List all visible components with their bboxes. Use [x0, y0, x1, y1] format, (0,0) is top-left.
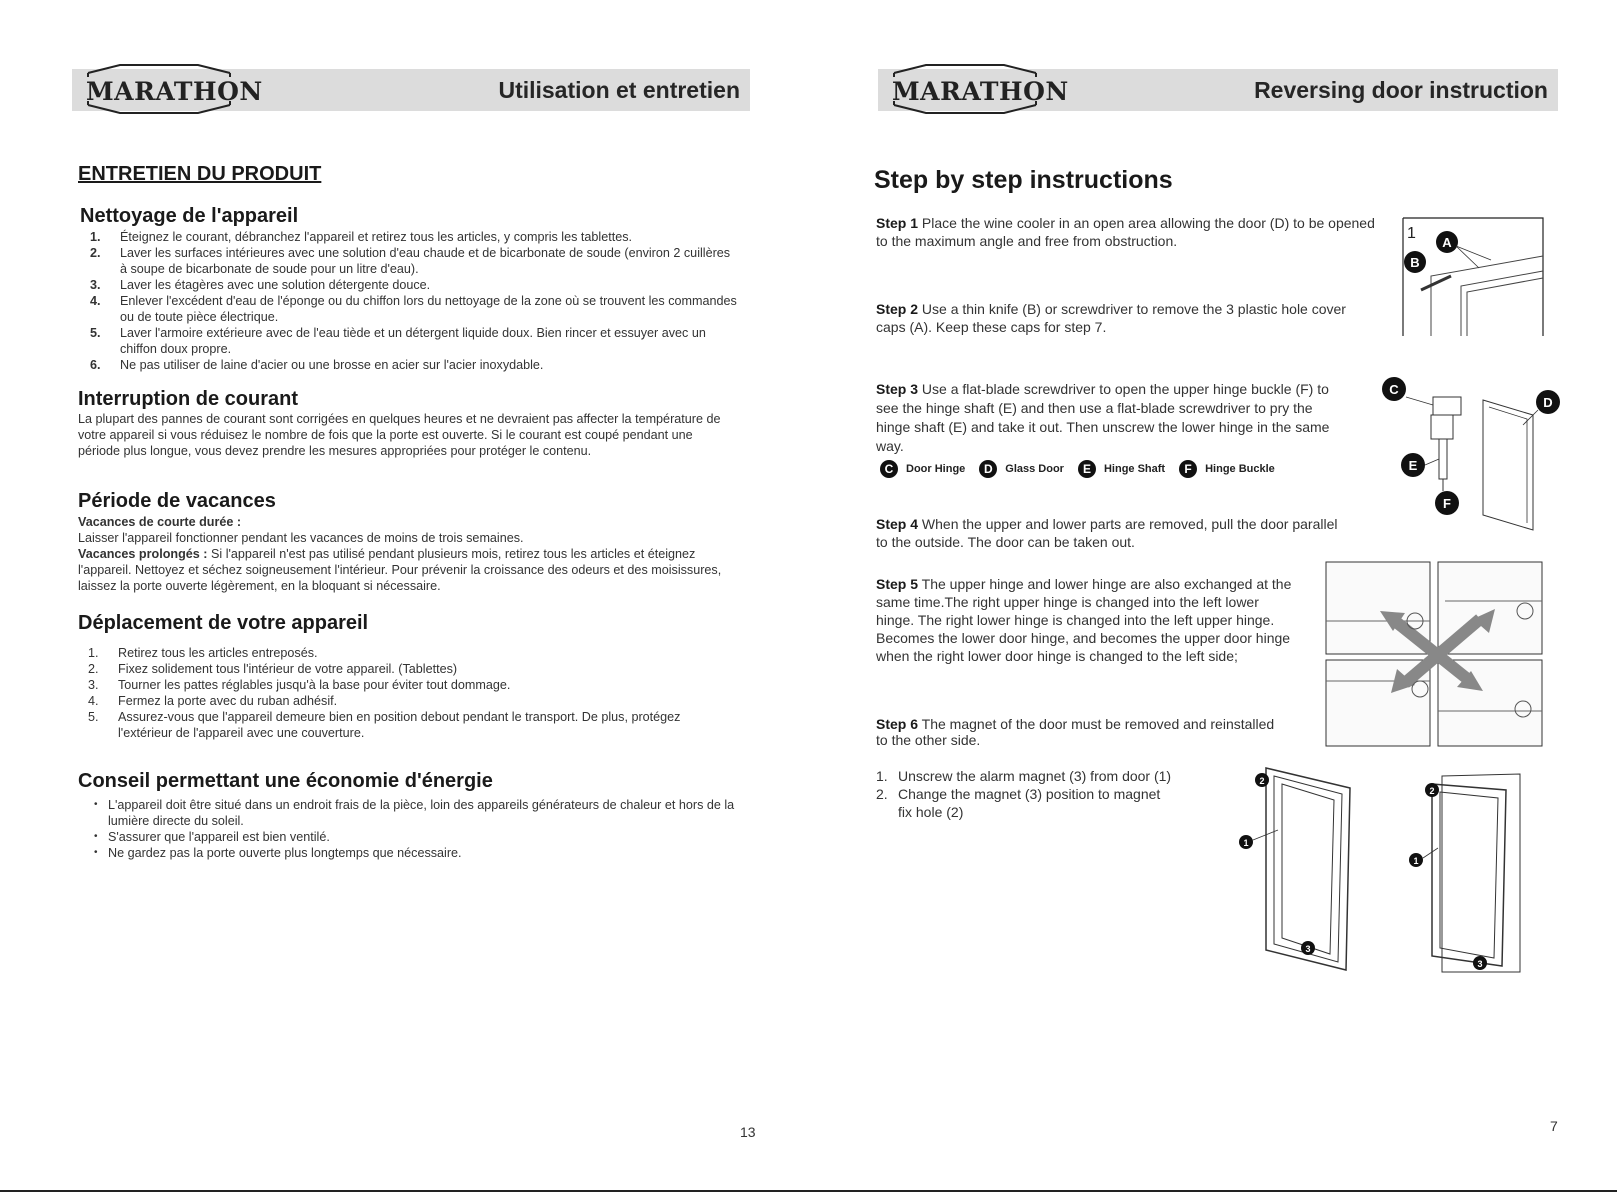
legend-glass-door: D Glass Door — [979, 460, 1064, 478]
label-m2-left: 2 — [1259, 776, 1265, 786]
part-legend — [880, 460, 1289, 478]
step-4: Step 4 When the upper and lower parts are removed, pull the door parallel to the outside. The door can be taken out. — [876, 516, 1338, 550]
right-header-bar — [878, 69, 1558, 111]
step-6: Step 6 The magnet of the door must be removed and reinstalled to the other side. — [876, 716, 1275, 748]
brand-name: MARATHON — [892, 77, 1069, 106]
energy-list — [78, 797, 738, 861]
page-number: 7 — [1550, 1118, 1558, 1134]
moving-list — [88, 645, 738, 741]
label-m3-right: 3 — [1477, 959, 1483, 969]
list-item: 2. Laver les surfaces intérieures avec une solution d'eau chaude et de bicarbonate de soude (environ 2 cuillères à soupe de bicarbonate de soude pour un litre d'eau). — [90, 246, 731, 276]
list-item: • S'assurer que l'appareil est bien ventilé. — [78, 829, 738, 845]
power-text: La plupart des pannes de courant sont corrigées en quelques heures et ne devraient pas affecter la température de votre appareil si vous réduisez le nombre de fois que la porte est ouverte. Si le courant est coupé pendant une période plus longue, vous devez prendre les mesures appropriées pour protéger le contenu. — [78, 412, 721, 458]
list-item: 2. Fixez solidement tous l'intérieur de votre appareil. (Tablettes) — [88, 662, 458, 676]
label-e: E — [1408, 458, 1418, 473]
list-item: 5. Laver l'armoire extérieure avec de l'eau tiède et un détergent liquide doux. Bien rincer et essuyer avec un chiffon doux propre. — [90, 326, 706, 356]
list-item: 6. Ne pas utiliser de laine d'acier ou une brosse en acier sur l'acier inoxydable. — [90, 358, 544, 372]
left-header-bar — [72, 69, 750, 111]
hinge-swap-diagram — [1325, 561, 1559, 747]
legend-hinge-shaft: E Hinge Shaft — [1078, 460, 1165, 478]
long-vacation-label: Vacances prolongés : — [78, 547, 208, 561]
marathon-logo — [80, 61, 263, 119]
list-item: 5. Assurez-vous que l'appareil demeure bien en position debout pendant le transport. De plus, protégez l'extérieur de l'appareil avec une couverture. — [88, 710, 681, 740]
short-vacation-text: Laisser l'appareil fonctionner pendant les vacances de moins de trois semaines. — [78, 531, 524, 545]
power-title: Interruption de courant — [78, 388, 298, 410]
step-1: Step 1 Place the wine cooler in an open area allowing the door (D) to be opened to the maximum angle and free from obstruction. — [876, 215, 1375, 249]
list-item: 3. Tourner les pattes réglables jusqu'à la base pour éviter tout dommage. — [88, 678, 511, 692]
door-magnet-diagram — [1226, 760, 1546, 980]
marathon-logo — [886, 61, 1069, 119]
step-3: Step 3 Use a flat-blade screwdriver to open the upper hinge buckle (F) to see the hinge shaft (E) and then use a flat-blade screwdriver to pry the hinge shaft (E) and take it out. Then unscrew the lower hinge in the same way. — [876, 381, 1330, 454]
figure-number: 1 — [1407, 225, 1416, 242]
label-a: A — [1442, 235, 1452, 250]
energy-title: Conseil permettant une économie d'énergie — [78, 770, 493, 792]
caps-removal-diagram — [1401, 216, 1561, 338]
list-item: 4. Enlever l'excédent d'eau de l'éponge ou du chiffon lors du nettoyage de la zone où se trouvent les commandes ou de toute pièce électrique. — [90, 294, 737, 324]
label-m1-right: 1 — [1413, 856, 1419, 866]
header-title: Reversing door instruction — [1254, 77, 1548, 103]
brand-name: MARATHON — [86, 77, 263, 106]
short-vacation-label: Vacances de courte durée : — [78, 515, 242, 529]
cleaning-title: Nettoyage de l'appareil — [80, 205, 299, 227]
list-item: 3. Laver les étagères avec une solution détergente douce. — [90, 278, 431, 292]
list-item: • Ne gardez pas la porte ouverte plus longtemps que nécessaire. — [78, 845, 738, 861]
long-vacation-text: Si l'appareil n'est pas utilisé pendant plusieurs mois, retirez tous les articles et éteignez l'appareil. Nettoyez et séchez soigneusement l'intérieur. Pour prévenir la croissance des odeurs et des moisissures, laissez la porte ouverte légèrement, en la bloquant si nécessaire. — [78, 547, 722, 593]
substep-1: 1. Unscrew the alarm magnet (3) from door (1) — [876, 768, 1172, 784]
magnet-substeps — [876, 767, 1176, 821]
label-c: C — [1389, 382, 1399, 397]
vacation-title: Période de vacances — [78, 490, 276, 512]
hinge-diagram — [1373, 375, 1573, 535]
header-title: Utilisation et entretien — [498, 77, 740, 103]
cleaning-list — [90, 229, 740, 373]
step-5: Step 5 The upper hinge and lower hinge are also exchanged at the same time.The right upper hinge is changed into the left lower hinge. The right lower hinge is changed into the left upper hinge. Becomes the lower door hinge, and becomes the upper door hinge when the right lower door hinge is changed to the left side; — [876, 576, 1292, 664]
label-m3-left: 3 — [1305, 944, 1311, 954]
list-item: • L'appareil doit être situé dans un endroit frais de la pièce, loin des appareils générateurs de chaleur et hors de la lumière directe du soleil. — [78, 797, 738, 829]
label-m1-left: 1 — [1243, 838, 1249, 848]
list-item: 1. Éteignez le courant, débranchez l'appareil et retirez tous les articles, y compris les tablettes. — [90, 230, 633, 244]
label-m2-right: 2 — [1429, 786, 1435, 796]
vacation-text — [78, 514, 738, 594]
list-item: 1. Retirez tous les articles entreposés. — [88, 646, 318, 660]
legend-hinge-buckle: F Hinge Buckle — [1179, 460, 1275, 478]
left-page — [0, 0, 808, 1192]
page-number: 13 — [740, 1124, 756, 1140]
legend-door-hinge: C Door Hinge — [880, 460, 965, 478]
label-f: F — [1443, 496, 1451, 511]
section-title: ENTRETIEN DU PRODUIT — [78, 163, 322, 185]
right-page — [808, 0, 1617, 1192]
list-item: 4. Fermez la porte avec du ruban adhésif. — [88, 694, 338, 708]
instructions-title: Step by step instructions — [874, 166, 1173, 194]
label-b: B — [1410, 255, 1420, 270]
step-2: Step 2 Use a thin knife (B) or screwdriver to remove the 3 plastic hole cover caps (A). Keep these caps for step 7. — [876, 301, 1346, 335]
moving-title: Déplacement de votre appareil — [78, 612, 369, 634]
substep-2: 2. Change the magnet (3) position to magnet fix hole (2) — [876, 786, 1161, 820]
label-d: D — [1543, 395, 1553, 410]
